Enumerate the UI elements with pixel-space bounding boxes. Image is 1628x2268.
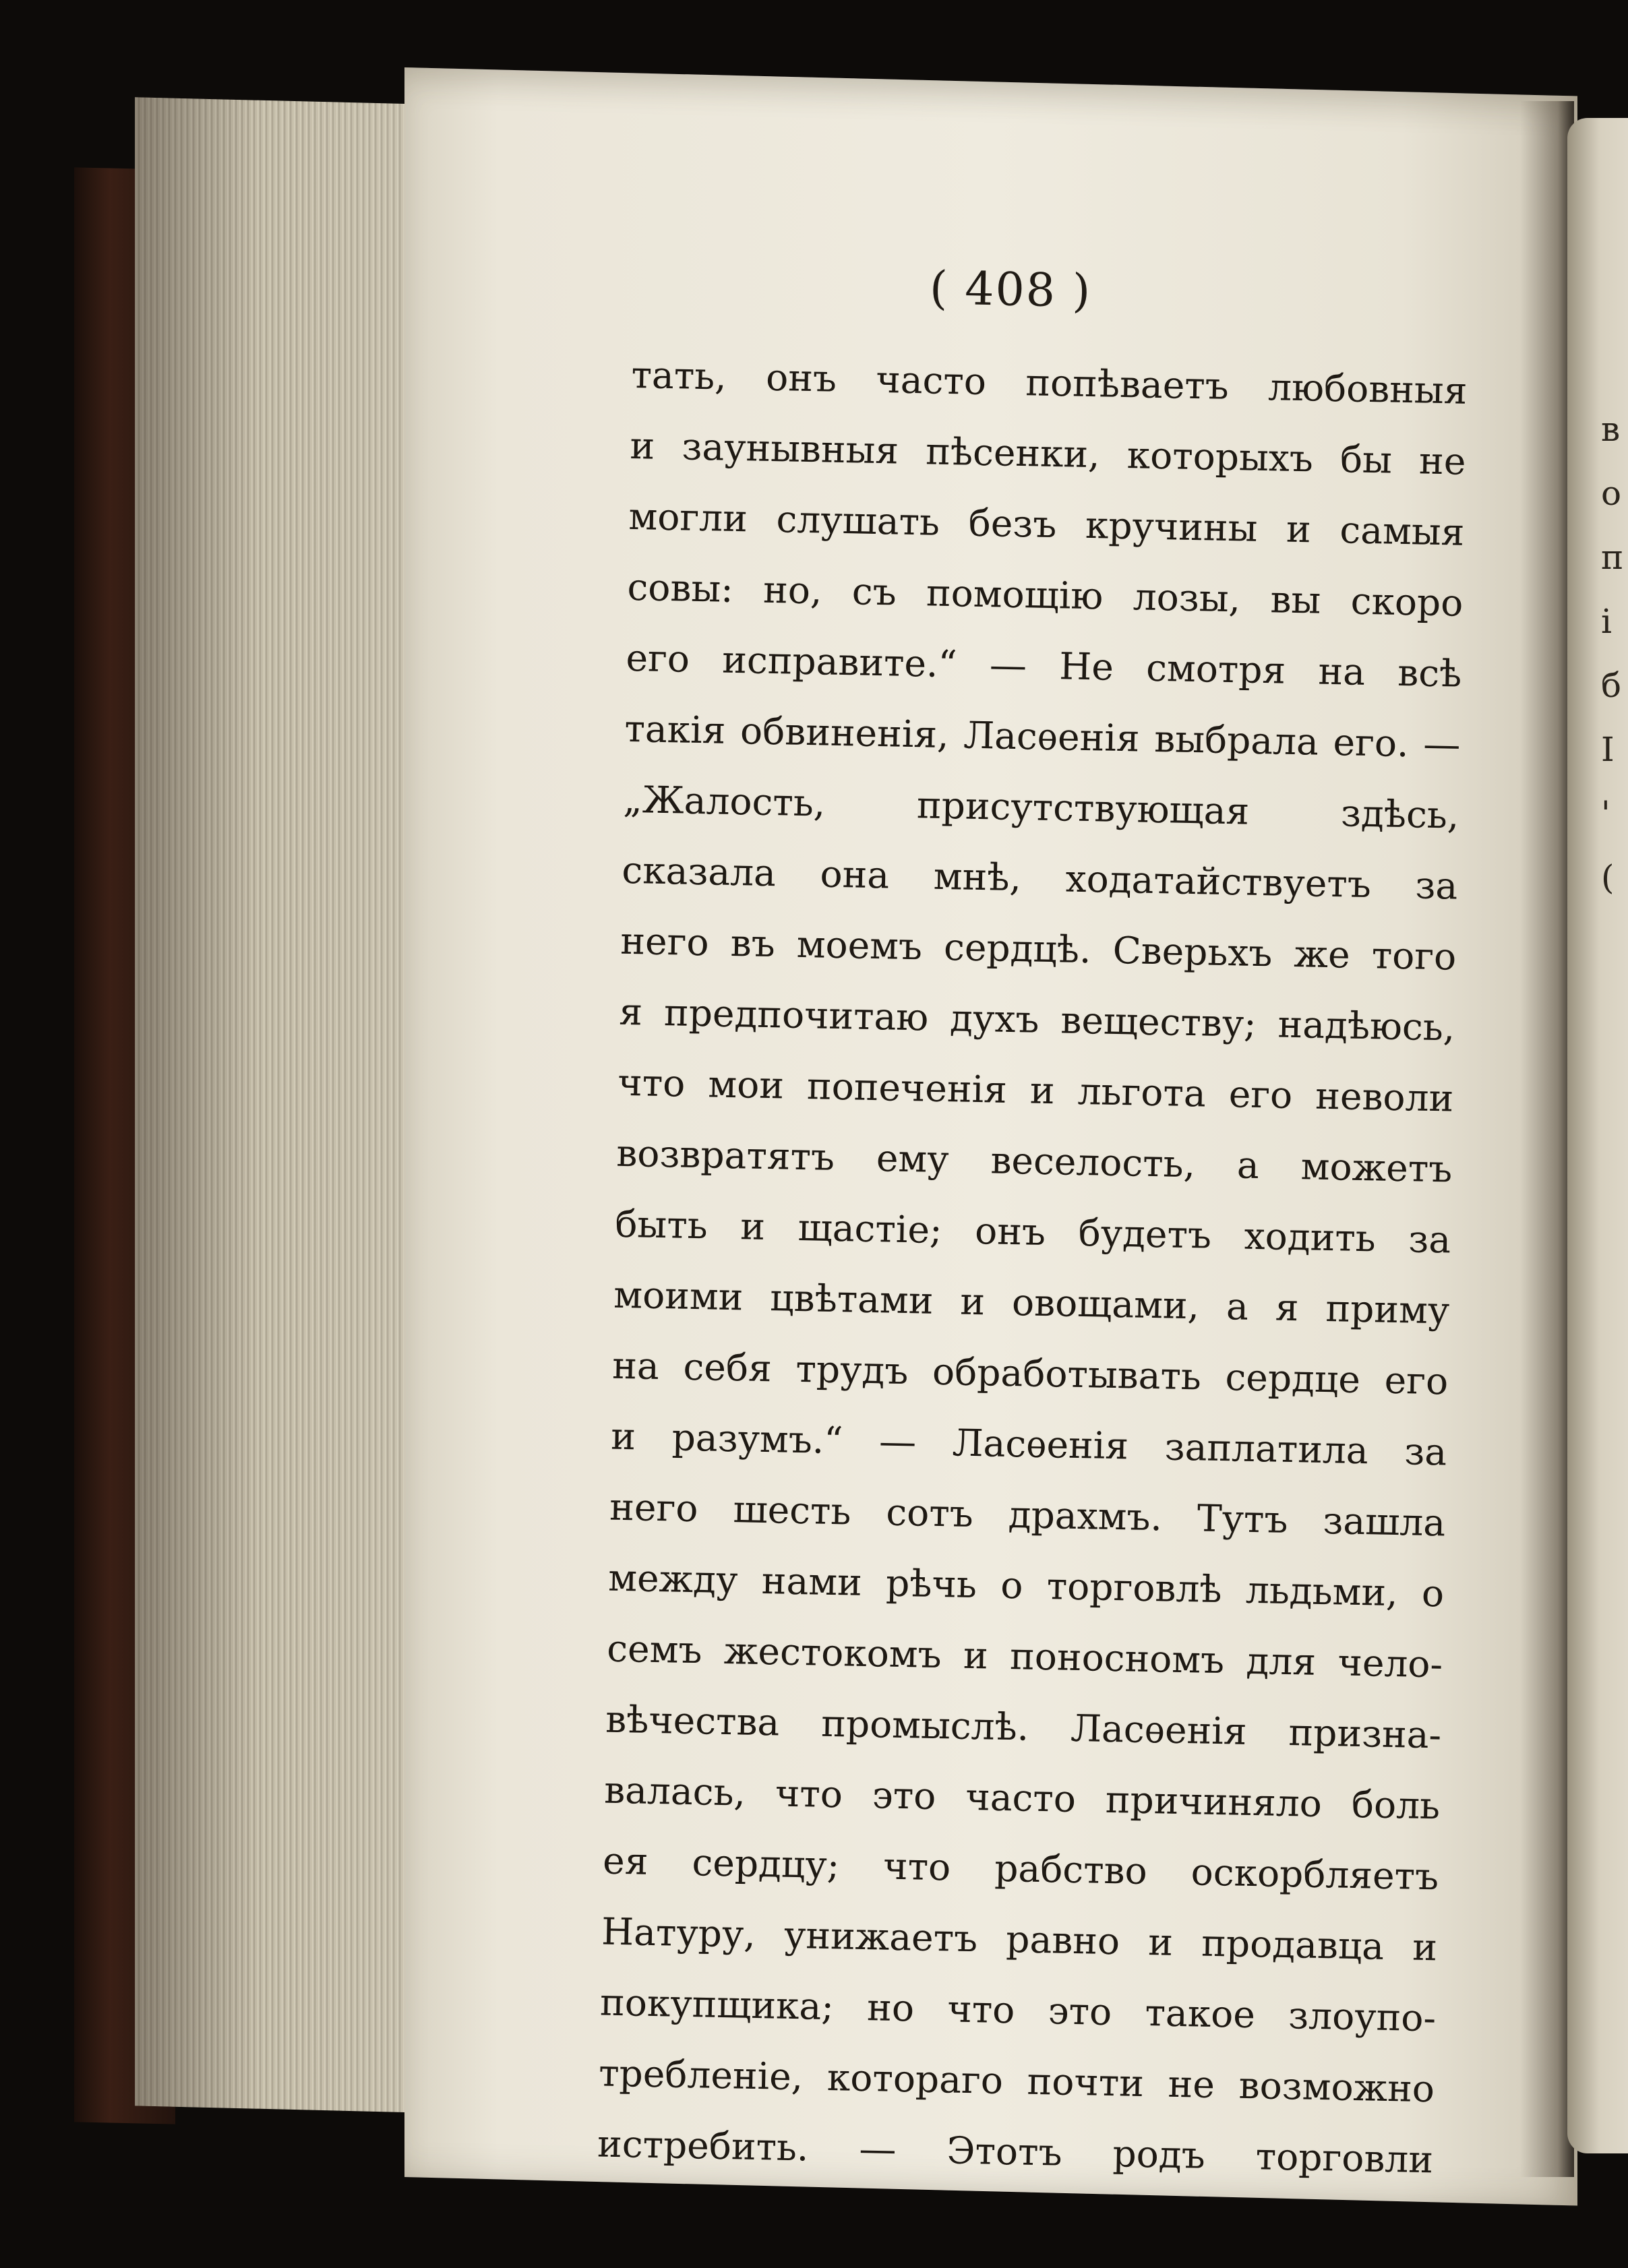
text-line: него шесть сотъ драхмъ. Тутъ зашла	[609, 1485, 1446, 1545]
text-line: его исправите.“ — Не смотря на всѣ	[625, 636, 1462, 696]
text-line: ея сердцу; что рабство оскорбляетъ	[602, 1839, 1439, 1899]
fragment: в	[1601, 410, 1621, 449]
text-line: Натуру, унижаетъ равно и продавца и	[601, 1909, 1438, 1969]
text-line: „Жалость, присутствующая здѣсь,	[622, 777, 1459, 837]
text-line: между нами рѣчь о торговлѣ льдьми, о	[607, 1556, 1445, 1616]
fragment: (	[1601, 858, 1615, 897]
text-line: быть и щастіе; онъ будетъ ходить за	[614, 1202, 1451, 1262]
text-line: что мои попеченія и льгота его неволи	[617, 1060, 1454, 1120]
text-lines	[597, 340, 1468, 2195]
text-line: и разумъ.“ — Ласѳенія заплатила за	[610, 1414, 1447, 1474]
text-line: покупщика; но что это такое злоупо-	[599, 1980, 1437, 2040]
text-line: тать, онъ часто попѣваетъ любовныя	[631, 353, 1468, 412]
text-line: такія обвиненія, Ласѳенія выбрала его. —	[624, 706, 1461, 766]
fragment: о	[1601, 474, 1622, 513]
page-text-block	[597, 256, 1470, 2195]
text-line: я предпочитаю духъ веществу; надѣюсь,	[618, 989, 1455, 1049]
text-line: вѣчества промыслѣ. Ласѳенія призна-	[605, 1697, 1442, 1757]
text-line: истребить. — Этотъ родъ торговли	[597, 2122, 1434, 2182]
text-line: семъ жестокомъ и поносномъ для чело-	[606, 1626, 1443, 1686]
text-line: требленіе, котораго почти не возможно	[598, 2051, 1435, 2111]
page-number: ( 408 )	[929, 262, 1092, 319]
right-page-fragments	[1601, 398, 1628, 910]
fragment: '	[1601, 794, 1610, 833]
fragment: п	[1601, 538, 1624, 577]
text-line: могли слушать безъ кручины и самыя	[628, 494, 1465, 554]
text-line: совы: но, съ помощію лозы, вы скоро	[626, 565, 1464, 625]
fragment: I	[1601, 730, 1615, 769]
fragment: б	[1601, 666, 1622, 705]
text-line: валась, что это часто причиняло боль	[603, 1768, 1441, 1828]
text-line: и заунывныя пѣсенки, которыхъ бы не	[629, 423, 1466, 483]
fragment: і	[1601, 602, 1612, 641]
text-line: возвратятъ ему веселость, а можетъ	[615, 1131, 1453, 1191]
text-line: на себя трудъ обработывать сердце его	[611, 1343, 1449, 1403]
text-line: него въ моемъ сердцѣ. Сверьхъ же того	[620, 919, 1457, 979]
text-line: сказала она мнѣ, ходатайствуетъ за	[621, 848, 1458, 908]
text-line: моими цвѣтами и овощами, а я приму	[613, 1273, 1450, 1332]
book-gutter	[1520, 101, 1574, 2177]
